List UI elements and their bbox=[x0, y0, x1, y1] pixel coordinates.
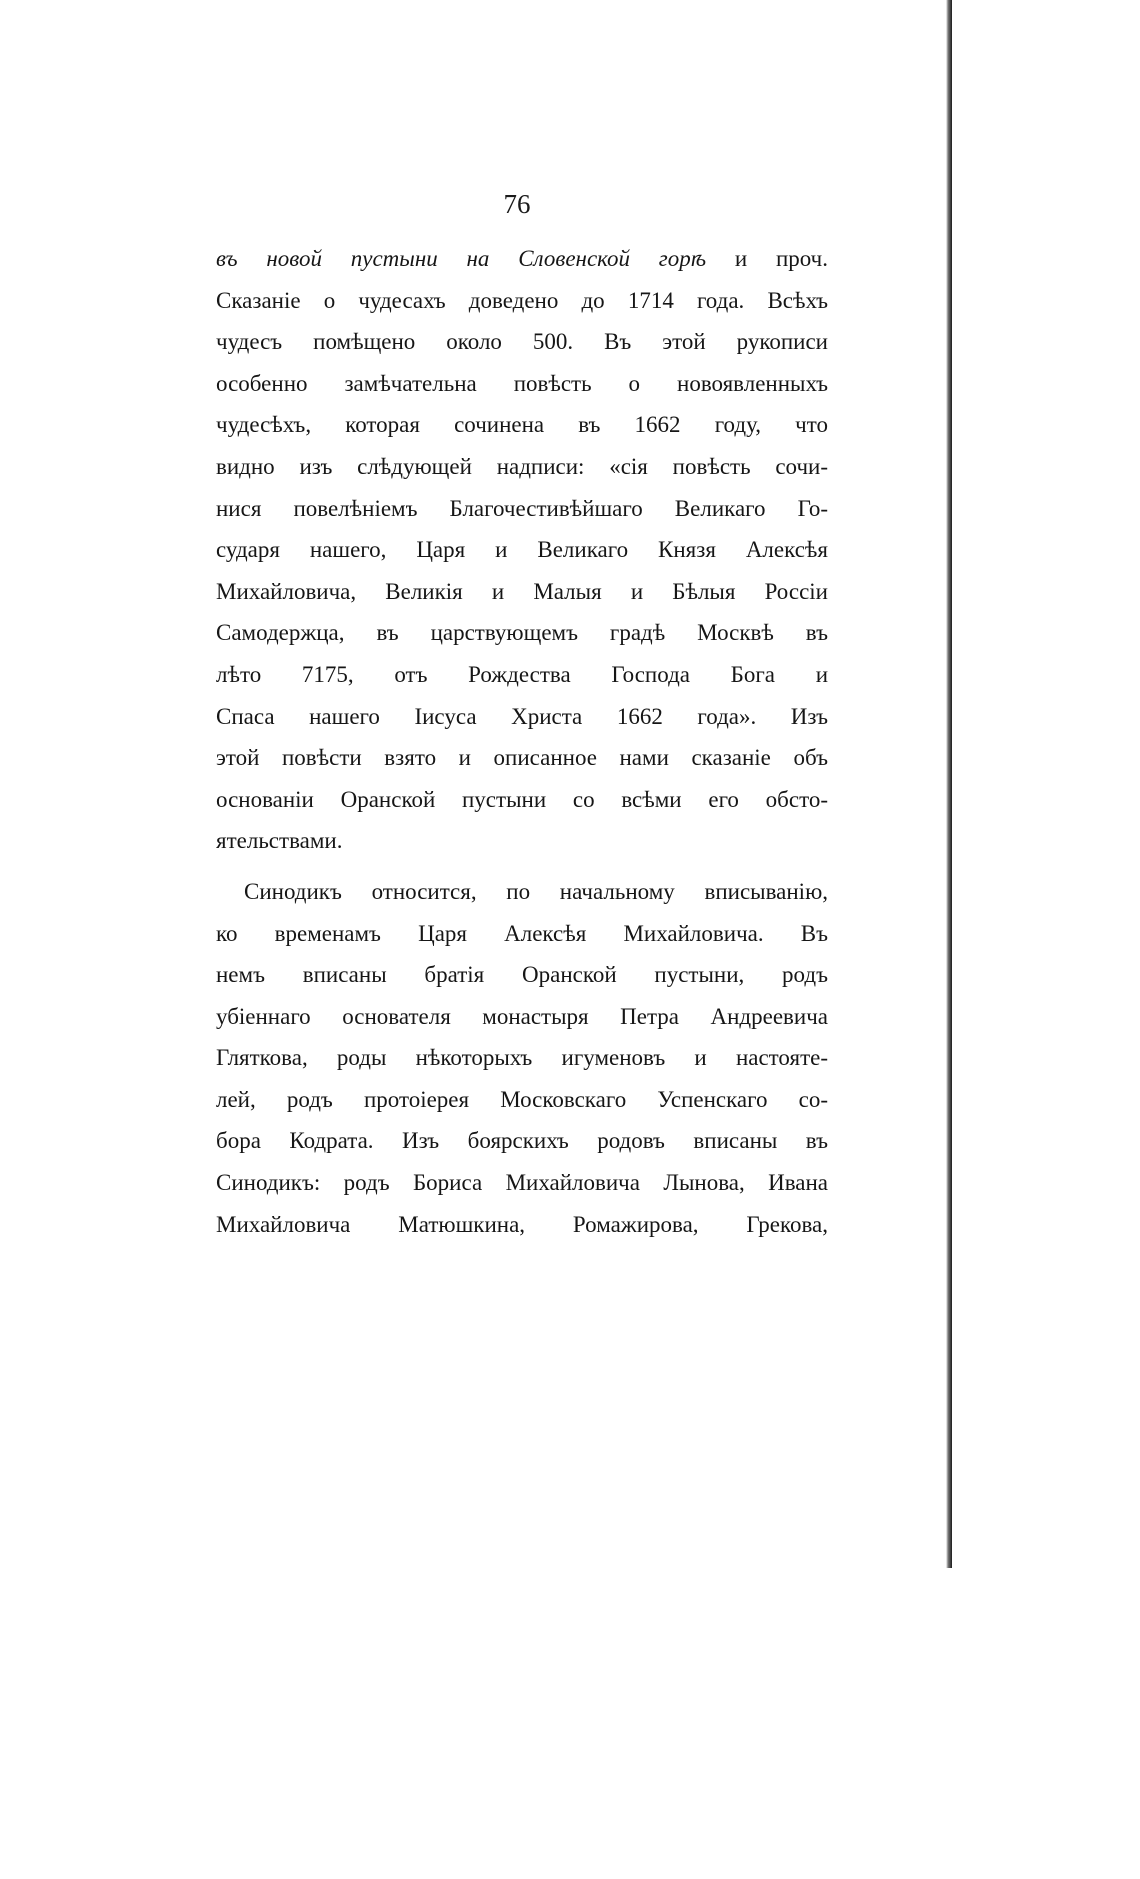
text-line: лѣто 7175, отъ Рождества Господа Бога и bbox=[216, 661, 828, 687]
text-line: Сказаніе о чудесахъ доведено до 1714 года. Всѣхъ bbox=[216, 287, 828, 313]
text-line: сударя нашего, Царя и Великаго Князя Алексѣя bbox=[216, 537, 828, 563]
text-line: бора Кодрата. Изъ боярскихъ родовъ вписаны въ bbox=[216, 1128, 828, 1154]
text-line: убіеннаго основателя монастыря Петра Андреевича bbox=[216, 1003, 828, 1029]
text-line: Гляткова, роды нѣкоторыхъ игуменовъ и настояте- bbox=[216, 1045, 828, 1071]
text-line: Михайловича Матюшкина, Ромажирова, Грекова, bbox=[216, 1211, 828, 1237]
text-line: этой повѣсти взято и описанное нами сказаніе объ bbox=[216, 745, 828, 771]
body-text bbox=[216, 238, 828, 1245]
text-line: видно изъ слѣдующей надписи: «сія повѣсть сочи- bbox=[216, 453, 828, 479]
line-text: и проч. bbox=[706, 246, 828, 271]
text-line: чудесъ помѣщено около 500. Въ этой рукописи bbox=[216, 329, 828, 355]
page-number: 76 bbox=[503, 189, 531, 219]
text-line: основаніи Оранской пустыни со всѣми его обсто- bbox=[216, 786, 828, 812]
text-line bbox=[216, 238, 828, 280]
text-line: Спаса нашего Іисуса Христа 1662 года». Изъ bbox=[216, 703, 828, 729]
text-line: Синодикъ относится, по начальному вписыванію, bbox=[244, 878, 828, 904]
text-line: чудесѣхъ, которая сочинена въ 1662 году, что bbox=[216, 412, 828, 438]
text-line: особенно замѣчательна повѣсть о новоявленныхъ bbox=[216, 370, 828, 396]
text-line: лей, родъ протоіерея Московскаго Успенскаго со- bbox=[216, 1086, 828, 1112]
text-line: немъ вписаны братія Оранской пустыни, родъ bbox=[216, 962, 828, 988]
page-edge-shadow bbox=[946, 0, 952, 1568]
text-line: нися повелѣніемъ Благочестивѣйшаго Великаго Го- bbox=[216, 495, 828, 521]
text-line: ко временамъ Царя Алексѣя Михайловича. Въ bbox=[216, 920, 828, 946]
italic-phrase: въ новой пустыни на Словенской горѣ bbox=[216, 246, 707, 271]
text-line: Самодержца, въ царствующемъ градѣ Москвѣ въ bbox=[216, 620, 828, 646]
text-line: ятельствами. bbox=[216, 828, 343, 854]
text-line: Синодикъ: родъ Бориса Михайловича Лынова, Ивана bbox=[216, 1170, 828, 1196]
text-line: Михайловича, Великія и Малыя и Бѣлыя Россіи bbox=[216, 578, 828, 604]
